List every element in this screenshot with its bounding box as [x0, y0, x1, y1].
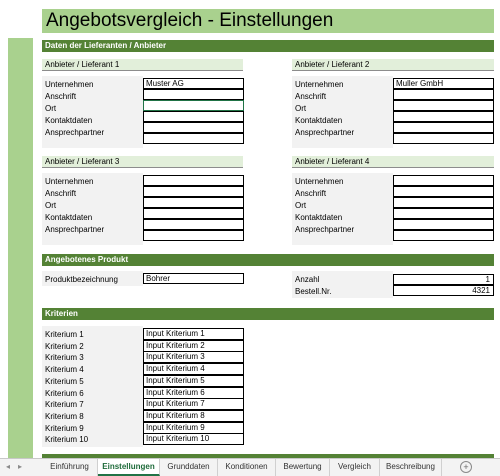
tab-beschreibung[interactable]: Beschreibung	[380, 459, 442, 476]
criterion-3-label: Kriterium 3	[45, 353, 84, 363]
supplier-3-extra-field[interactable]	[143, 230, 244, 241]
supplier-3-person-field[interactable]	[143, 219, 244, 230]
supplier-2-person-field[interactable]	[393, 122, 494, 133]
supplier-2-label-company: Unternehmen	[295, 80, 344, 89]
supplier-1-contact-field[interactable]	[143, 111, 244, 122]
criterion-9-field[interactable]: Input Kriterium 9	[143, 422, 244, 434]
supplier-2-label-person: Ansprechpartner	[295, 128, 355, 137]
section-product-header: Angebotenes Produkt	[42, 254, 494, 266]
supplier-1-address-field[interactable]	[143, 89, 244, 100]
criterion-1-label: Kriterium 1	[45, 330, 84, 339]
supplier-1-label-company: Unternehmen	[45, 80, 94, 89]
tab-grunddaten[interactable]: Grunddaten	[160, 459, 218, 476]
criterion-7-field[interactable]: Input Kriterium 7	[143, 398, 244, 410]
supplier-3-label-contact: Kontaktdaten	[45, 213, 93, 222]
criterion-1-field[interactable]: Input Kriterium 1	[143, 328, 244, 340]
tab-scroll-left-icon[interactable]: ◂	[6, 462, 11, 471]
criterion-2-label: Kriterium 2	[45, 341, 84, 351]
criterion-10-field[interactable]: Input Kriterium 10	[143, 433, 244, 445]
sheet-tab-bar	[0, 458, 500, 476]
supplier-1-header: Anbieter / Lieferant 1	[42, 59, 243, 71]
criterion-9-label: Kriterium 9	[45, 423, 84, 433]
supplier-3-header: Anbieter / Lieferant 3	[42, 156, 243, 168]
supplier-4-label-company: Unternehmen	[295, 177, 344, 186]
supplier-4-extra-field[interactable]	[393, 230, 494, 241]
criterion-4-field[interactable]: Input Kriterium 4	[143, 363, 244, 375]
supplier-2-label-contact: Kontaktdaten	[295, 116, 343, 125]
criterion-7-label: Kriterium 7	[45, 400, 84, 410]
supplier-4-person-field[interactable]	[393, 219, 494, 230]
tab-einfuehrung[interactable]: Einführung	[42, 459, 98, 476]
product-order-label: Bestell.Nr.	[295, 287, 332, 296]
supplier-4-label-address: Anschrift	[295, 189, 327, 198]
tab-scroll-right-icon[interactable]: ▸	[18, 462, 23, 471]
supplier-2-extra-field[interactable]	[393, 133, 494, 144]
criterion-8-label: Kriterium 8	[45, 411, 84, 421]
product-name-field[interactable]: Bohrer	[143, 273, 244, 284]
criterion-10-label: Kriterium 10	[45, 435, 89, 445]
product-name-label: Produktbezeichnung	[45, 275, 118, 284]
supplier-2-label-city: Ort	[295, 104, 307, 113]
supplier-4-address-field[interactable]	[393, 186, 494, 197]
product-order-field[interactable]: 4321	[393, 285, 494, 296]
supplier-3-company-field[interactable]	[143, 175, 244, 186]
add-sheet-icon[interactable]: +	[460, 461, 472, 473]
supplier-4-label-contact: Kontaktdaten	[295, 213, 343, 222]
supplier-2-header: Anbieter / Lieferant 2	[292, 59, 494, 71]
supplier-3-contact-field[interactable]	[143, 208, 244, 219]
supplier-3-label-address: Anschrift	[45, 189, 77, 198]
supplier-3-address-field[interactable]	[143, 186, 244, 197]
supplier-2-company-field[interactable]: Muller GmbH	[393, 78, 494, 89]
supplier-4-company-field[interactable]	[393, 175, 494, 186]
supplier-2-address-field[interactable]	[393, 89, 494, 100]
supplier-1-label-contact: Kontaktdaten	[45, 116, 93, 125]
supplier-2-city-field[interactable]	[393, 100, 494, 111]
supplier-3-label-company: Unternehmen	[45, 177, 94, 186]
product-qty-label: Anzahl	[295, 275, 320, 284]
criterion-5-field[interactable]: Input Kriterium 5	[143, 375, 244, 387]
tab-einstellungen[interactable]: Einstellungen	[98, 459, 160, 476]
criterion-2-field[interactable]: Input Kriterium 2	[143, 340, 244, 352]
supplier-3-city-field[interactable]	[143, 197, 244, 208]
criterion-6-field[interactable]: Input Kriterium 6	[143, 387, 244, 399]
supplier-1-label-city: Ort	[45, 104, 57, 113]
tab-vergleich[interactable]: Vergleich	[330, 459, 380, 476]
supplier-1-company-field[interactable]: Muster AG	[143, 78, 244, 89]
supplier-2-label-address: Anschrift	[295, 92, 327, 101]
criterion-3-field[interactable]: Input Kriterium 3	[143, 351, 244, 363]
tab-bewertung[interactable]: Bewertung	[276, 459, 330, 476]
tab-konditionen[interactable]: Konditionen	[218, 459, 276, 476]
supplier-3-label-city: Ort	[45, 201, 57, 210]
supplier-1-label-person: Ansprechpartner	[45, 128, 105, 137]
supplier-4-contact-field[interactable]	[393, 208, 494, 219]
supplier-4-label-person: Ansprechpartner	[295, 225, 355, 234]
left-accent-bar	[8, 38, 33, 458]
section-criteria-header: Kriterien	[42, 308, 494, 320]
supplier-1-city-field[interactable]	[143, 100, 244, 111]
supplier-1-extra-field[interactable]	[143, 133, 244, 144]
product-qty-field[interactable]: 1	[393, 274, 494, 285]
supplier-4-city-field[interactable]	[393, 197, 494, 208]
criterion-4-label: Kriterium 4	[45, 365, 84, 375]
criterion-6-label: Kriterium 6	[45, 388, 84, 398]
criterion-8-field[interactable]: Input Kriterium 8	[143, 410, 244, 422]
supplier-1-label-address: Anschrift	[45, 92, 77, 101]
section-suppliers-header: Daten der Lieferanten / Anbieter	[42, 40, 494, 52]
supplier-1-person-field[interactable]	[143, 122, 244, 133]
supplier-4-header: Anbieter / Lieferant 4	[292, 156, 494, 168]
supplier-3-label-person: Ansprechpartner	[45, 225, 105, 234]
criterion-5-label: Kriterium 5	[45, 376, 84, 386]
supplier-2-contact-field[interactable]	[393, 111, 494, 122]
page-title: Angebotsvergleich - Einstellungen	[42, 9, 494, 33]
supplier-4-label-city: Ort	[295, 201, 307, 210]
